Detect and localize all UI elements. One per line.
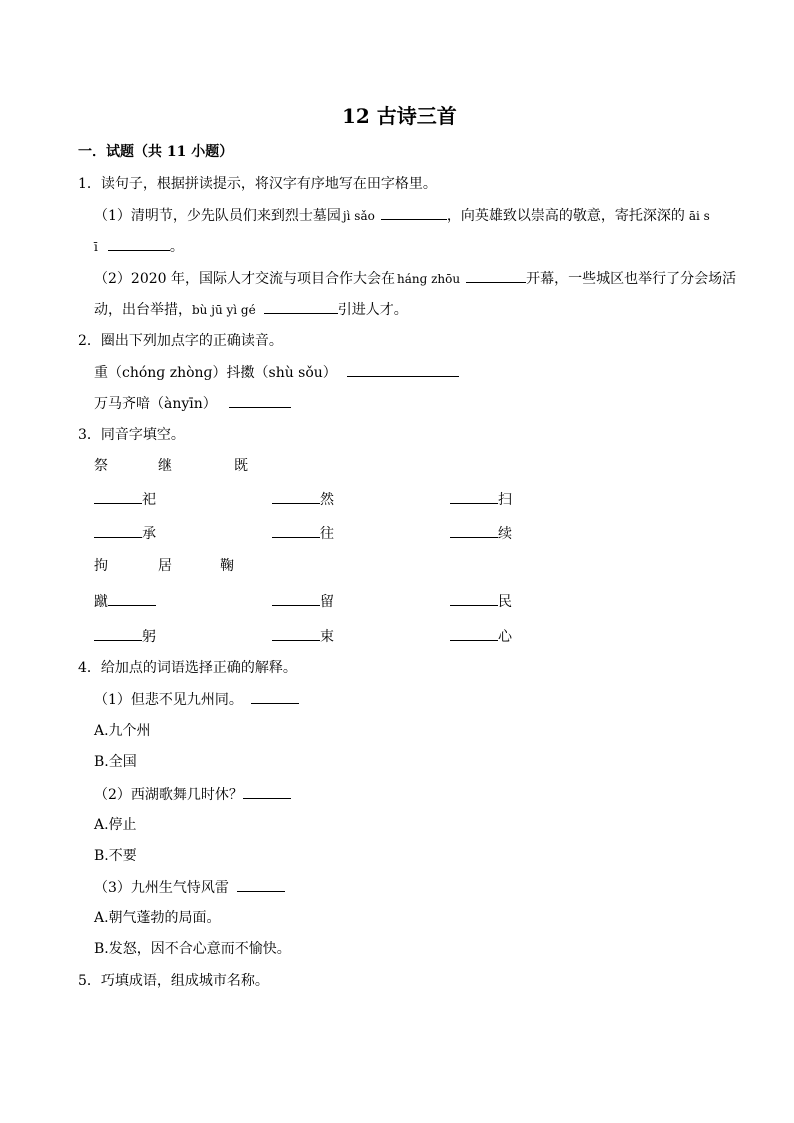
answer-blank[interactable] (450, 524, 498, 538)
sentence-text: （2）2020 年，国际人才交流与项目合作大会在 (94, 271, 395, 287)
question-4-part-2 (94, 785, 291, 804)
answer-blank[interactable] (272, 627, 320, 641)
fill-char: 祀 (142, 492, 156, 508)
fill-char: 往 (320, 526, 334, 542)
answer-blank[interactable] (251, 690, 299, 704)
option-b: B.不要 (94, 848, 137, 864)
char-group-2-item: 居 (158, 558, 172, 574)
fill-item (450, 524, 512, 543)
part-text: （3）九州生气恃风雷 (94, 880, 229, 896)
answer-blank[interactable] (264, 300, 338, 314)
fill-item (450, 592, 512, 611)
fill-char: 民 (498, 594, 512, 610)
fill-char: 蹴 (94, 594, 108, 610)
sentence-text: 动，出台举措， (94, 302, 192, 318)
fill-char: 续 (498, 526, 512, 542)
answer-blank[interactable] (272, 490, 320, 504)
char-group-1-item: 祭 (94, 458, 108, 474)
fill-item (94, 524, 156, 543)
option-a: A.停止 (94, 817, 137, 833)
answer-blank[interactable] (229, 394, 291, 408)
question-2-line-2 (94, 394, 291, 413)
question-1-stem: 1．读句子，根据拼读提示，将汉字有序地写在田字格里。 (78, 176, 437, 192)
part-text: （1）但悲不见九州同。 (94, 692, 243, 708)
pinyin-hint: jì sǎo (342, 209, 375, 223)
answer-blank[interactable] (450, 490, 498, 504)
pinyin-hint: āi s (688, 209, 710, 223)
sentence-text: 引进人才。 (337, 302, 408, 318)
option-b: B.全国 (94, 754, 137, 770)
sentence-text: （1）清明节，少先队员们来到烈士墓园 (94, 208, 341, 224)
char-group-1-item: 继 (158, 458, 172, 474)
question-2-stem: 2．圈出下列加点字的正确读音。 (78, 333, 283, 349)
answer-blank[interactable] (94, 524, 142, 538)
fill-item (94, 627, 156, 646)
pinyin-choice: 万马齐喑（ànyīn） (94, 396, 217, 412)
fill-item (94, 490, 156, 509)
fill-item (272, 490, 334, 509)
pinyin-hint: bù jū yì gé (192, 303, 256, 317)
sentence-end: 。 (169, 239, 184, 255)
question-1-sentence-2-cont (94, 300, 408, 319)
fill-char: 然 (320, 492, 334, 508)
sentence-text: ，向英雄致以崇高的敬意，寄托深深的 (446, 208, 685, 224)
question-2-line-1 (94, 363, 459, 382)
answer-blank[interactable] (272, 524, 320, 538)
fill-item (272, 592, 334, 611)
question-3-stem: 3．同音字填空。 (78, 427, 185, 443)
pinyin-hint: ī (94, 240, 98, 254)
answer-blank[interactable] (108, 237, 170, 251)
char-group-2-item: 拘 (94, 558, 108, 574)
option-b: B.发怒，因不合心意而不愉快。 (94, 941, 291, 957)
answer-blank[interactable] (450, 592, 498, 606)
fill-char: 躬 (142, 629, 156, 645)
question-4-part-3 (94, 878, 285, 897)
answer-blank[interactable] (237, 878, 285, 892)
answer-blank[interactable] (108, 592, 156, 606)
fill-item (94, 592, 156, 611)
char-group-2-item: 鞠 (220, 558, 234, 574)
question-1-sentence-1-cont (94, 237, 184, 256)
question-4-part-1 (94, 690, 299, 709)
answer-blank[interactable] (381, 206, 447, 220)
fill-item (272, 627, 334, 646)
fill-item (450, 627, 512, 646)
part-text: （2）西湖歌舞几时休？ (94, 787, 243, 803)
fill-item (272, 524, 334, 543)
fill-char: 束 (320, 629, 334, 645)
question-1-sentence-1 (94, 206, 710, 225)
answer-blank[interactable] (466, 269, 526, 283)
option-a: A.九个州 (94, 723, 151, 739)
fill-char: 承 (142, 526, 156, 542)
answer-blank[interactable] (347, 363, 459, 377)
sentence-text: 开幕，一些城区也举行了分会场活 (526, 271, 737, 287)
question-1-sentence-2 (94, 269, 736, 288)
pinyin-choice: 重（chónɡ zhònɡ）抖擞（shù sǒu） (94, 365, 337, 381)
answer-blank[interactable] (450, 627, 498, 641)
answer-blank[interactable] (94, 627, 142, 641)
fill-char: 扫 (498, 492, 512, 508)
section-heading: 一．试题（共 11 小题） (78, 144, 234, 160)
page-title: 12 古诗三首 (342, 104, 457, 128)
answer-blank[interactable] (243, 785, 291, 799)
pinyin-hint: hánɡ zhōu (397, 272, 461, 286)
fill-char: 留 (320, 594, 334, 610)
question-4-stem: 4．给加点的词语选择正确的解释。 (78, 660, 297, 676)
option-a: A.朝气蓬勃的局面。 (94, 910, 221, 926)
answer-blank[interactable] (272, 592, 320, 606)
fill-char: 心 (498, 629, 512, 645)
char-group-1-item: 既 (234, 458, 248, 474)
fill-item (450, 490, 512, 509)
answer-blank[interactable] (94, 490, 142, 504)
question-5-stem: 5．巧填成语，组成城市名称。 (78, 973, 269, 989)
